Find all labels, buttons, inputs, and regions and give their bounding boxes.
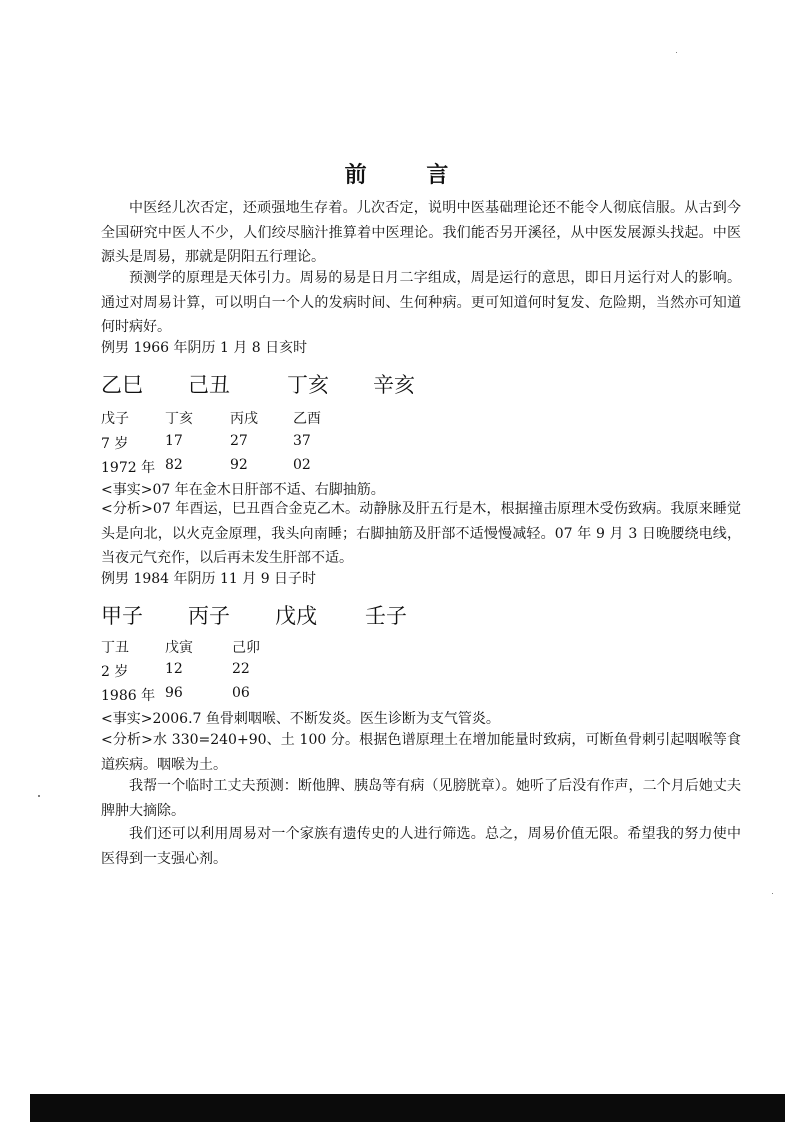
pillar-month: 丙子 <box>188 604 230 628</box>
dayun-cell: 戊子 <box>101 411 129 427</box>
scan-border-bar <box>30 1094 785 1122</box>
age-cell: 27 <box>230 433 248 449</box>
pillar-hour: 辛亥 <box>373 373 415 397</box>
example1-heading: 例男 1966 年阴历 1 月 8 日亥时 <box>101 340 308 356</box>
pillar-year: 乙巳 <box>101 373 143 397</box>
dayun-cell: 丙戌 <box>230 411 258 427</box>
age-cell: 37 <box>293 433 311 449</box>
closing-paragraph-1: 我帮一个临时工丈夫预测：断他脾、胰岛等有病（见膀胱章）。她听了后没有作声，二个月后她丈夫脾肿大摘除。 <box>101 778 741 819</box>
page-title: 前 言 <box>344 162 475 188</box>
age-cell: 2 岁 <box>101 664 129 680</box>
year-cell: 1972 年 <box>101 460 156 476</box>
pillar-hour: 壬子 <box>365 604 407 628</box>
example1-analysis: <分析>07 年酉运，巳丑酉合金克乙木。动静脉及肝五行是木，根据撞击原理木受伤致病。我原来睡觉头是向北，以火克金原理，我头向南睡；右脚抽筋及肝部不适慢慢减轻。07 年 9 月 3 日晚腰绕电线，当夜元气充作，以后再未发生肝部不适。 <box>101 501 741 566</box>
example1-fact: <事实>07 年在金木日肝部不适、右脚抽筋。 <box>101 482 385 498</box>
scan-speck <box>676 52 677 53</box>
intro-paragraph-1: 中医经儿次否定，还顽强地生存着。儿次否定，说明中医基础理论还不能令人彻底信服。从古到今全国研究中医人不少，人们绞尽脑汁推算着中医理论。我们能否另开溪径，从中医发展源头找起。中医源头是周易，那就是阴阳五行理论。 <box>101 200 741 265</box>
dayun-cell: 戊寅 <box>165 640 193 656</box>
example2-analysis: <分析>水 330=240+90、土 100 分。根据色谱原理土在增加能量时致病，可断鱼骨刺引起咽喉等食道疾病。咽喉为土。 <box>101 732 741 773</box>
dayun-cell: 丁丑 <box>101 640 129 656</box>
intro-paragraph-2: 预测学的原理是天体引力。周易的易是日月二字组成，周是运行的意思，即日月运行对人的影响。通过对周易计算，可以明白一个人的发病时间、生何种病。更可知道何时复发、危险期，当然亦可知道何时病好。 <box>101 270 741 335</box>
closing-paragraph-2: 我们还可以利用周易对一个家族有遗传史的人进行筛选。总之，周易价值无限。希望我的努力使中医得到一支强心剂。 <box>101 826 741 867</box>
example2-fact: <事实>2006.7 鱼骨刺咽喉、不断发炎。医生诊断为支气管炎。 <box>101 711 500 727</box>
age-cell: 17 <box>165 433 183 449</box>
scan-speck <box>772 893 773 894</box>
year-cell: 02 <box>293 457 311 473</box>
dayun-cell: 己卯 <box>232 640 260 656</box>
year-cell: 06 <box>232 685 250 701</box>
year-cell: 1986 年 <box>101 688 156 704</box>
dayun-cell: 丁亥 <box>165 411 193 427</box>
pillar-month: 己丑 <box>188 373 230 397</box>
age-cell: 22 <box>232 661 250 677</box>
pillar-day: 戊戌 <box>275 604 317 628</box>
example2-heading: 例男 1984 年阴历 11 月 9 日子时 <box>101 571 317 587</box>
dayun-cell: 乙酉 <box>293 411 321 427</box>
age-cell: 12 <box>165 661 183 677</box>
year-cell: 96 <box>165 685 183 701</box>
age-cell: 7 岁 <box>101 436 129 452</box>
year-cell: 82 <box>165 457 183 473</box>
year-cell: 92 <box>230 457 248 473</box>
scan-speck <box>38 795 40 797</box>
pillar-day: 丁亥 <box>287 373 329 397</box>
pillar-year: 甲子 <box>101 604 143 628</box>
